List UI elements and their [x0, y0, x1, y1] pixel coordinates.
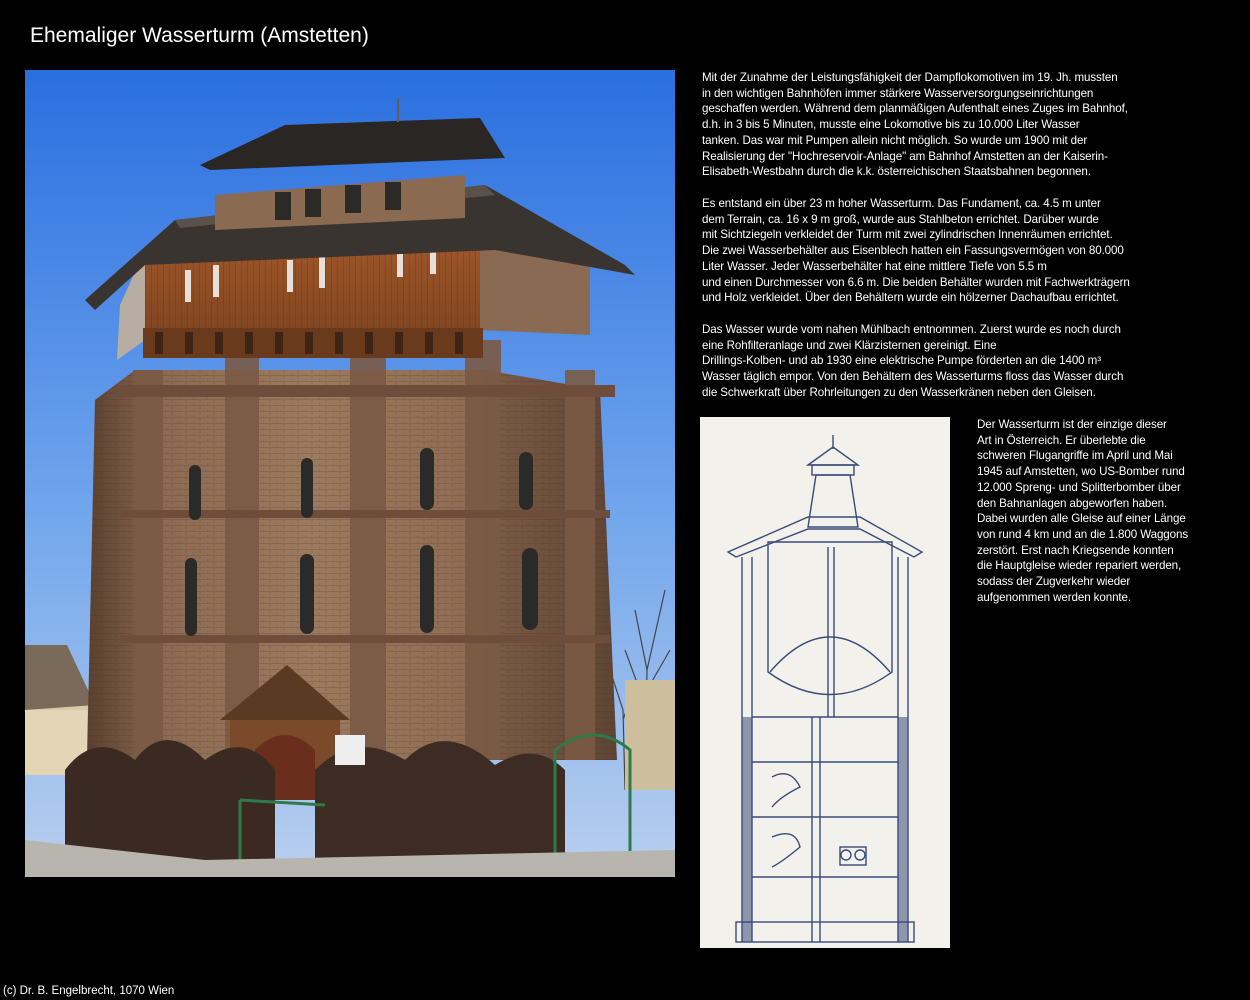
text-line: Es entstand ein über 23 m hoher Wasserturm. Das Fundament, ca. 4.5 m unter: [702, 197, 1101, 210]
text-line: Das Wasser wurde vom nahen Mühlbach entnommen. Zuerst wurde es noch durch: [702, 323, 1121, 336]
text-line: 12.000 Spreng- und Splitterbomber über: [977, 480, 1181, 494]
text-line: dem Terrain, ca. 16 x 9 m groß, wurde aus Stahlbeton errichtet. Darüber wurde: [702, 212, 1099, 226]
paragraph-construction: [702, 196, 1130, 306]
text-line: d.h. in 3 bis 5 Minuten, musste eine Lokomotive bis zu 10.000 Liter Wasser: [702, 118, 1080, 132]
text-line: Liter Wasser. Jeder Wasserbehälter hat eine mittlere Tiefe von 5.5 m: [702, 259, 1047, 273]
text-line: Dabei wurden alle Gleise auf einer Länge: [977, 512, 1186, 526]
text-line: von rund 4 km und an die 1.800 Waggons: [977, 527, 1189, 541]
text-line: Realisierung der "Hochreservoir-Anlage" am Bahnhof Amstetten an der Kaiserin-: [702, 149, 1108, 163]
copyright-footer: (c) Dr. B. Engelbrecht, 1070 Wien: [3, 985, 175, 997]
text-line: Wasser täglich empor. Von den Behältern des Wasserturms floss das Wasser durch: [702, 370, 1124, 384]
paragraph-war-history: [977, 417, 1188, 605]
cross-section-drawing: [700, 417, 950, 948]
text-line: die Hauptgleise wieder repariert werden,: [977, 559, 1182, 573]
page-title: Ehemaliger Wasserturm (Amstetten): [30, 24, 369, 47]
text-line: Mit der Zunahme der Leistungsfähigkeit der Dampflokomotiven im 19. Jh. mussten: [702, 71, 1118, 84]
text-line: sodass der Zugverkehr wieder: [977, 575, 1131, 589]
text-line: tanken. Das war mit Pumpen allein nicht möglich. So wurde um 1900 mit der: [702, 133, 1088, 147]
text-line: die Schwerkraft über Rohrleitungen zu den Wasserkränen neben den Gleisen.: [702, 385, 1096, 399]
text-line: und einen Durchmesser von 6.6 m. Die beiden Behälter wurden mit Fachwerkträgern: [702, 275, 1130, 289]
text-line: und Holz verkleidet. Über den Behältern wurde ein hölzerner Dachaufbau errichtet.: [702, 291, 1119, 305]
text-line: geschaffen werden. Während dem planmäßigen Aufenthalt eines Zuges im Bahnhof,: [702, 102, 1128, 116]
text-line: 1945 auf Amstetten, wo US-Bomber rund: [977, 465, 1185, 479]
text-line: Die zwei Wasserbehälter aus Eisenblech hatten ein Fassungsvermögen von 80.000: [702, 244, 1124, 258]
text-line: Elisabeth-Westbahn durch die k.k. österreichischen Staatsbahnen begonnen.: [702, 165, 1091, 179]
paragraph-history: [702, 70, 1128, 180]
text-line: zerstört. Erst nach Kriegsende konnten: [977, 543, 1174, 557]
paragraph-water-supply: [702, 322, 1123, 401]
text-line: den Bahnanlagen abgeworfen haben.: [977, 496, 1168, 510]
text-line: mit Sichtziegeln verkleidet der Turm mit zwei zylindrischen Innenräumen errichtet.: [702, 228, 1113, 242]
text-line: eine Rohfilteranlage und zwei Klärzisternen gereinigt. Eine: [702, 338, 997, 352]
text-line: schweren Flugangriffe im April und Mai: [977, 449, 1173, 463]
water-tower-photo: [25, 70, 675, 877]
text-line: Art in Österreich. Er überlebte die: [977, 433, 1146, 447]
text-line: in den wichtigen Bahnhöfen immer stärkere Wasserversorgungseinrichtungen: [702, 86, 1094, 100]
text-line: Drillings-Kolben- und ab 1930 eine elektrische Pumpe förderten an die 1400 m³: [702, 354, 1101, 368]
text-line: Der Wasserturm ist der einzige dieser: [977, 418, 1167, 431]
text-line: aufgenommen werden konnte.: [977, 590, 1132, 604]
